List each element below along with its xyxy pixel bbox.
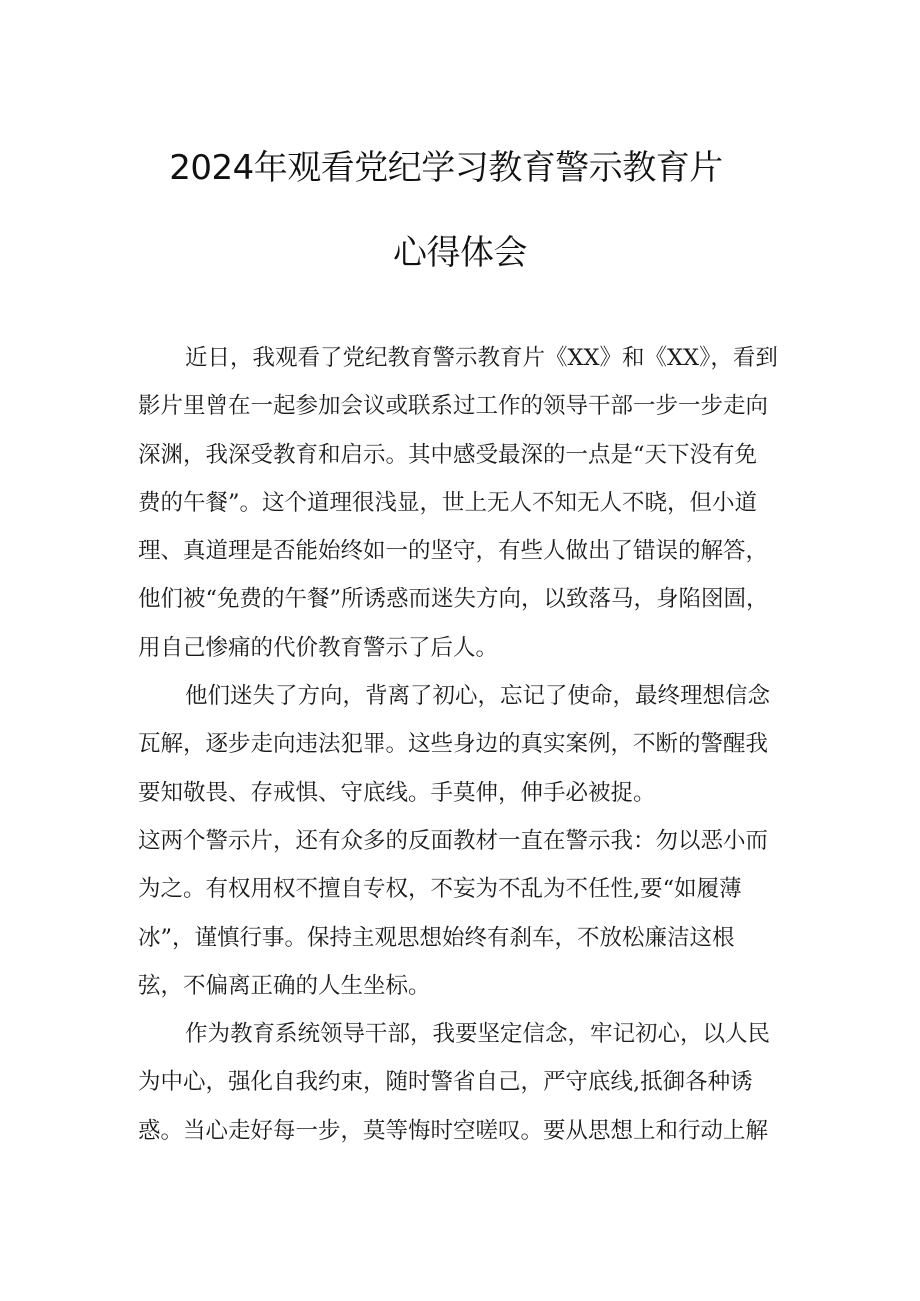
body-line: 他们被“免费的午餐”所诱惑而迷失方向，以致落马，身陷囹圄， xyxy=(138,586,769,613)
document-body xyxy=(138,334,798,1155)
body-line: 要知敬畏、存戒惧、守底线。手莫伸，伸手必被捉。 xyxy=(138,779,656,806)
body-line: 深渊，我深受教育和启示。其中感受最深的一点是“天下没有免 xyxy=(138,441,758,468)
body-line: 近日，我观看了党纪教育警示教育片《XX》和《XX》，看到 xyxy=(185,345,778,371)
body-line: 理、真道理是否能始终如一的坚守，有些人做出了错误的解答， xyxy=(138,538,769,565)
body-line: 作为教育系统领导干部，我要坚定信念，牢记初心，以人民 xyxy=(185,1021,771,1048)
body-line: 冰”，谨慎行事。保持主观思想始终有刹车，不放松廉洁这根 xyxy=(138,924,735,951)
body-line: 他们迷失了方向，背离了初心，忘记了使命，最终理想信念 xyxy=(185,683,771,710)
document-title-line-1: 2024年观看党纪学习教育警示教育片 xyxy=(169,148,723,188)
body-line: 费的午餐”。这个道理很浅显，世上无人不知无人不晓，但小道 xyxy=(138,489,758,516)
body-line: 这两个警示片，还有众多的反面教材一直在警示我：勿以恶小而 xyxy=(138,827,769,854)
body-line: 瓦解，逐步走向违法犯罪。这些身边的真实案例，不断的警醒我 xyxy=(138,731,769,758)
body-line: 弦，不偏离正确的人生坐标。 xyxy=(138,972,431,999)
body-line: 用自己惨痛的代价教育警示了后人。 xyxy=(138,634,499,661)
document-title-line-2: 心得体会 xyxy=(393,233,527,273)
body-line: 为中心，强化自我约束，随时警省自己，严守底线,抵御各种诱 xyxy=(138,1069,753,1096)
body-line: 影片里曾在一起参加会议或联系过工作的领导干部一步一步走向 xyxy=(138,393,769,420)
body-line: 惑。当心走好每一步，莫等悔时空嗟叹。要从思想上和行动上解 xyxy=(138,1117,769,1144)
body-line: 为之。有权用权不擅自专权，不妄为不乱为不任性,要“如履薄 xyxy=(138,876,742,903)
